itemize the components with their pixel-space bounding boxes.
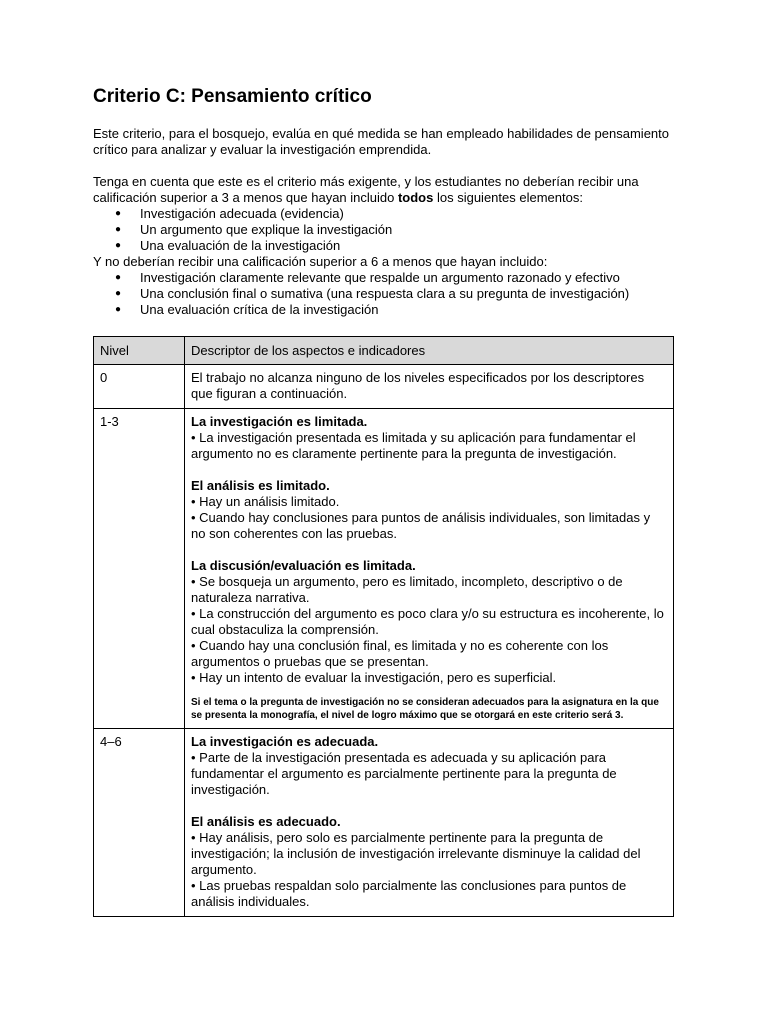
descriptor-cell: El trabajo no alcanza ninguno de los niveles especificados por los descriptores que figuran a continuación. [185,365,674,409]
table-row [94,365,674,409]
note-emphasis: todos [397,190,434,205]
block-title: La investigación es limitada. [191,414,368,429]
intro-paragraph: Este criterio, para el bosquejo, evalúa en qué medida se han empleado habilidades de pensamiento crítico para analizar y evaluar la investigación emprendida. [93,126,669,157]
block-title: La investigación es adecuada. [191,734,379,749]
block-title: La discusión/evaluación es limitada. [191,558,416,573]
block-item: • Hay un intento de evaluar la investigación, pero es superficial. [191,670,557,685]
requirements-list-6 [93,270,683,318]
level-cell: 1-3 [94,409,185,729]
block-item: • Cuando hay conclusiones para puntos de análisis individuales, son limitadas y no son coherentes con las pruebas. [191,510,651,541]
descriptor-block [191,478,667,542]
list-item: ● Investigación adecuada (evidencia) [93,206,683,222]
table-row [94,409,674,729]
descriptor-block [191,558,667,686]
level-cell: 0 [94,365,185,409]
block-title: El análisis es limitado. [191,478,330,493]
requirement-note [93,174,683,206]
block-item: • Parte de la investigación presentada es adecuada y su aplicación para fundamentar el argumento es parcialmente pertinente para la pregunta de investigación. [191,750,617,797]
list-item: ● Un argumento que explique la investigación [93,222,683,238]
block-title: El análisis es adecuado. [191,814,341,829]
document-page [93,86,683,318]
page-title: Criterio C: Pensamiento crítico [93,86,372,107]
level-cell: 4–6 [94,729,185,917]
list-item: ● Una evaluación crítica de la investigación [93,302,683,318]
block-item: • Se bosqueja un argumento, pero es limitado, incompleto, descriptivo o de naturaleza narrativa. [191,574,623,605]
descriptor-cell [185,729,674,917]
note-prefix: Tenga en cuenta que este es el criterio más exigente, y los estudiantes no deberían recibir una calificación superior a 3 a menos que hayan incluido [93,174,639,205]
note-suffix: los siguientes elementos: [433,190,583,205]
block-item: • Hay análisis, pero solo es parcialmente pertinente para la pregunta de investigación; la inclusión de investigación irrelevante disminuye la calidad del argumento. [191,830,641,877]
descriptor-cell [185,409,674,729]
requirement-note-6: Y no deberían recibir una calificación superior a 6 a menos que hayan incluido: [93,254,548,269]
block-item: • La construcción del argumento es poco clara y/o su estructura es incoherente, lo cual obstaculiza la comprensión. [191,606,664,637]
descriptor-block [191,814,667,910]
requirements-list-3 [93,206,683,254]
header-level: Nivel [94,337,185,365]
list-item: ● Investigación claramente relevante que respalde un argumento razonado y efectivo [93,270,683,286]
max-level-note: Si el tema o la pregunta de investigación no se consideran adecuados para la asignatura en la que se presenta la monografía, el nivel de logro máximo que se otorgará en este criterio será 3. [191,697,659,721]
header-descriptor: Descriptor de los aspectos e indicadores [185,337,674,365]
descriptor-block [191,414,667,462]
block-item: • Cuando hay una conclusión final, es limitada y no es coherente con los argumentos o pruebas que se presentan. [191,638,609,669]
descriptor-table [93,336,674,917]
block-item: • Las pruebas respaldan solo parcialmente las conclusiones para puntos de análisis individuales. [191,878,627,909]
list-item: ● Una conclusión final o sumativa (una respuesta clara a su pregunta de investigación) [93,286,683,302]
block-item: • La investigación presentada es limitada y su aplicación para fundamentar el argumento no es claramente pertinente para la pregunta de investigación. [191,430,636,461]
block-item: • Hay un análisis limitado. [191,494,340,509]
table-row [94,729,674,917]
table-header-row [94,337,674,365]
descriptor-block [191,734,667,798]
list-item: ● Una evaluación de la investigación [93,238,683,254]
